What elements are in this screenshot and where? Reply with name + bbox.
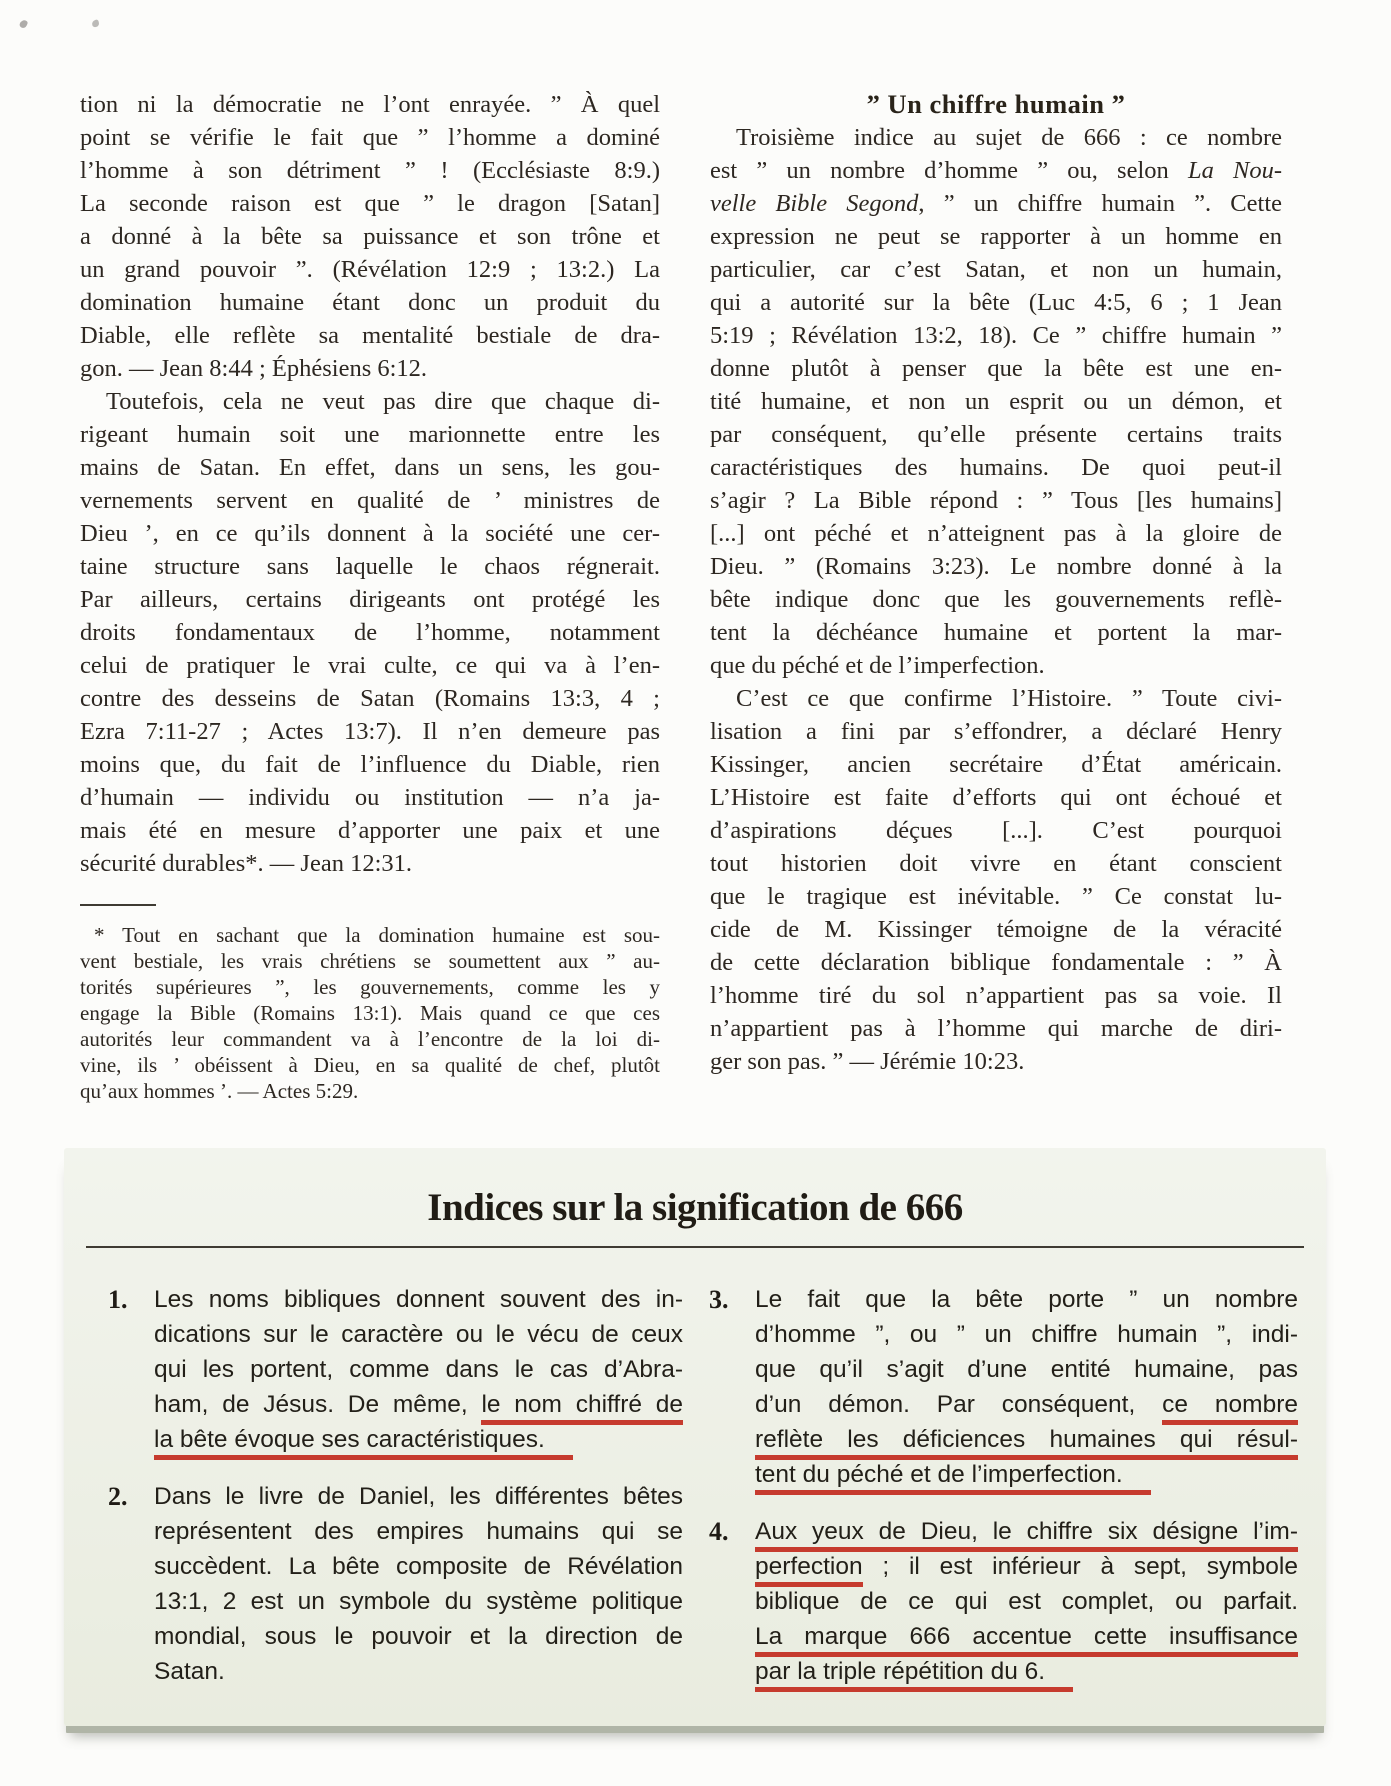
text-line: expression ne peut se rapporter à un homme en: [710, 223, 1282, 250]
text-line: d’humain — individu ou institution — n’a ja-: [80, 784, 660, 811]
right-column: [710, 88, 1282, 1104]
text-line: que du péché et de l’imperfection.: [710, 652, 1045, 679]
item-number: 1.: [108, 1285, 128, 1314]
box-list-item: [108, 1282, 683, 1457]
text-line: domination humaine étant donc un produit du: [80, 289, 660, 316]
section-heading: ” Un chiffre humain ”: [866, 89, 1126, 119]
text-line: d’un démon. Par conséquent, ce nombre: [755, 1387, 1298, 1422]
text-line: C’est ce que confirme l’Histoire. ” Toute civi-: [736, 685, 1282, 712]
box-list-item: [709, 1282, 1298, 1492]
text-line: [755, 1514, 1298, 1549]
text-line: gon. — Jean 8:44 ; Éphésiens 6:12.: [80, 355, 428, 382]
text-line: Troisième indice au sujet de 666 : ce nombre: [736, 124, 1282, 151]
text-line: Diable, elle reflète sa mentalité bestiale de dra-: [80, 322, 660, 349]
box-list-item: [709, 1514, 1298, 1689]
text-line: Dieu ’, en ce qu’ils donnent à la société une cer-: [80, 520, 660, 547]
item-number: 2.: [108, 1482, 128, 1511]
paragraph: [80, 922, 660, 1104]
box-columns: [64, 1248, 1326, 1711]
text-line: bête indique donc que les gouvernements reflè-: [710, 586, 1282, 613]
text-line: [755, 1619, 1298, 1654]
text-line: [755, 1457, 1298, 1492]
left-column-text: [80, 88, 660, 880]
text-line: [755, 1422, 1298, 1457]
text-line: tité humaine, et non un esprit ou un démon, et: [710, 388, 1282, 415]
text-line: La seconde raison est que ” le dragon [Satan]: [80, 190, 660, 217]
text-line: Les noms bibliques donnent souvent des in-: [154, 1286, 683, 1313]
text-line: 13:1, 2 est un symbole du système politique: [154, 1588, 683, 1615]
item-number: 4.: [709, 1517, 729, 1546]
text-line: Ezra 7:11-27 ; Actes 13:7). Il n’en demeure pas: [80, 718, 660, 745]
text-line: par conséquent, qu’elle présente certains traits: [710, 421, 1282, 448]
text-line: l’homme tiré du sol n’appartient pas sa voie. Il: [710, 982, 1282, 1009]
text-line: que qu’il s’agit d’une entité humaine, pas: [755, 1356, 1298, 1383]
text-line: rigeant humain soit une marionnette entre les: [80, 421, 660, 448]
text-line: particulier, car c’est Satan, et non un humain,: [710, 256, 1282, 283]
text-line: vine, ils ’ obéissent à Dieu, en sa qualité de chef, plutôt: [80, 1053, 660, 1077]
right-column-text: [710, 121, 1282, 1078]
text-line: mains de Satan. En effet, dans un sens, les gou-: [80, 454, 660, 481]
text-line: celui de pratiquer le vrai culte, ce qui va à l’en-: [80, 652, 660, 679]
text-line: Satan.: [154, 1658, 225, 1685]
text-line: L’Histoire est faite d’efforts qui ont échoué et: [710, 784, 1282, 811]
red-underline: ce nombre: [1162, 1391, 1298, 1425]
item-text: [154, 1479, 683, 1689]
italic-text: La Nou-: [1187, 157, 1282, 184]
text-line: qui a autorité sur la bête (Luc 4:5, 6 ; 1 Jean: [710, 289, 1282, 316]
text-line: ham, de Jésus. De même, le nom chiffré de: [154, 1387, 683, 1422]
text-line: perfection ; il est inférieur à sept, symbole: [755, 1549, 1298, 1584]
text-line: qu’aux hommes ’. — Actes 5:29.: [80, 1079, 359, 1103]
item-text: [755, 1514, 1298, 1689]
text-line: taine structure sans laquelle le chaos régnerait.: [80, 553, 660, 580]
text-line: représentent des empires humains qui se: [154, 1518, 683, 1545]
paragraph: [710, 682, 1282, 1078]
text-line: autorités leur commandent va à l’encontre de la loi di-: [80, 1027, 660, 1051]
item-text: [755, 1282, 1298, 1492]
text-line: vernements servent en qualité de ’ ministres de: [80, 487, 660, 514]
text-line: 5:19 ; Révélation 13:2, 18). Ce ” chiffre humain ”: [710, 322, 1282, 349]
text-line: n’appartient pas à l’homme qui marche de diri-: [710, 1015, 1282, 1042]
text-line: point se vérifie le fait que ” l’homme a dominé: [80, 124, 660, 151]
red-underline: perfection: [755, 1553, 863, 1587]
box-title: Indices sur la signification de 666: [427, 1186, 963, 1229]
article-body: [80, 88, 1282, 1104]
paragraph: [80, 88, 660, 385]
text-line: a donné à la bête sa puissance et son trône et: [80, 223, 660, 250]
text-line: dications sur le caractère ou le vécu de ceux: [154, 1321, 683, 1348]
item-text: [154, 1282, 683, 1457]
text-line: mondial, sous le pouvoir et la direction de: [154, 1623, 683, 1650]
text-line: lisation a fini par s’effondrer, a déclaré Henry: [710, 718, 1282, 745]
footnote-divider: [80, 904, 156, 906]
text-line: engage la Bible (Romains 13:1). Mais quand ce que ces: [80, 1001, 660, 1025]
text-line: mais été en mesure d’apporter une paix et une: [80, 817, 660, 844]
text-line: [154, 1422, 683, 1457]
text-line: cide de M. Kissinger témoigne de la véracité: [710, 916, 1282, 943]
footnote: [80, 922, 660, 1104]
text-line: d’homme ”, ou ” un chiffre humain ”, indi-: [755, 1321, 1298, 1348]
text-line: velle Bible Segond, ” un chiffre humain ”. Cette: [710, 190, 1282, 217]
text-line: * Tout en sachant que la domination humaine est sou-: [94, 923, 660, 947]
text-line: torités supérieures ”, les gouvernements, comme les y: [80, 975, 660, 999]
text-line: droits fondamentaux de l’homme, notamment: [80, 619, 660, 646]
item-number: 3.: [709, 1285, 729, 1314]
text-line: un grand pouvoir ”. (Révélation 12:9 ; 13:2.) La: [80, 256, 660, 283]
text-line: succèdent. La bête composite de Révélation: [154, 1553, 683, 1580]
scan-speck: [91, 19, 100, 28]
left-column: [80, 88, 660, 1104]
box-list-item: [108, 1479, 683, 1689]
red-underline: Aux yeux de Dieu, le chiffre six désigne l’im-: [755, 1518, 1298, 1552]
text-line: Dans le livre de Daniel, les différentes bêtes: [154, 1483, 683, 1510]
text-line: contre des desseins de Satan (Romains 13:3, 4 ;: [80, 685, 660, 712]
red-underline: la bête évoque ses caractéristiques.: [154, 1426, 573, 1460]
text-line: que le tragique est inévitable. ” Ce constat lu-: [710, 883, 1282, 910]
text-line: biblique de ce qui est complet, ou parfait.: [755, 1588, 1298, 1615]
box-left-column: [108, 1282, 683, 1711]
text-line: Le fait que la bête porte ” un nombre: [755, 1286, 1298, 1313]
text-line: est ” un nombre d’homme ” ou, selon La Nou-: [710, 157, 1282, 184]
text-line: tout historien doit vivre en étant conscient: [710, 850, 1282, 877]
text-line: Dieu. ” (Romains 3:23). Le nombre donné à la: [710, 553, 1282, 580]
text-line: d’aspirations déçues [...]. C’est pourquoi: [710, 817, 1282, 844]
red-underline: par la triple répétition du 6.: [755, 1658, 1073, 1692]
text-line: l’homme à son détriment ” ! (Ecclésiaste 8:9.): [80, 157, 660, 184]
text-line: qui les portent, comme dans le cas d’Abra-: [154, 1356, 683, 1383]
text-line: Toutefois, cela ne veut pas dire que chaque di-: [106, 388, 660, 415]
red-underline: La marque 666 accentue cette insuffisance: [755, 1623, 1298, 1657]
text-line: caractéristiques des humains. De quoi peut-il: [710, 454, 1282, 481]
text-line: [755, 1654, 1298, 1689]
text-line: tion ni la démocratie ne l’ont enrayée. ” À quel: [80, 91, 660, 118]
scan-speck: [19, 19, 29, 29]
text-line: Par ailleurs, certains dirigeants ont protégé les: [80, 586, 660, 613]
text-line: s’agir ? La Bible répond : ” Tous [les humains]: [710, 487, 1282, 514]
italic-text: velle Bible Segond: [710, 190, 919, 217]
paragraph: [80, 385, 660, 880]
red-underline: reflète les déficiences humaines qui résul-: [755, 1426, 1298, 1460]
text-line: tent la déchéance humaine et portent la mar-: [710, 619, 1282, 646]
text-line: sécurité durables*. — Jean 12:31.: [80, 850, 413, 877]
text-line: moins que, du fait de l’influence du Diable, rien: [80, 751, 660, 778]
red-underline: tent du péché et de l’imperfection.: [755, 1461, 1151, 1495]
box-right-column: [709, 1282, 1298, 1711]
text-line: de cette déclaration biblique fondamentale : ” À: [710, 949, 1282, 976]
text-line: vent bestiale, les vrais chrétiens se soumettent aux ” au-: [80, 949, 660, 973]
text-line: ger son pas. ” — Jérémie 10:23.: [710, 1048, 1025, 1075]
paragraph: [710, 121, 1282, 682]
red-underline: le nom chiffré de: [481, 1391, 683, 1425]
text-line: [...] ont péché et n’atteignent pas à la gloire de: [710, 520, 1282, 547]
text-line: Kissinger, ancien secrétaire d’État américain.: [710, 751, 1282, 778]
info-box: [64, 1148, 1326, 1726]
text-line: donne plutôt à penser que la bête est une en-: [710, 355, 1282, 382]
